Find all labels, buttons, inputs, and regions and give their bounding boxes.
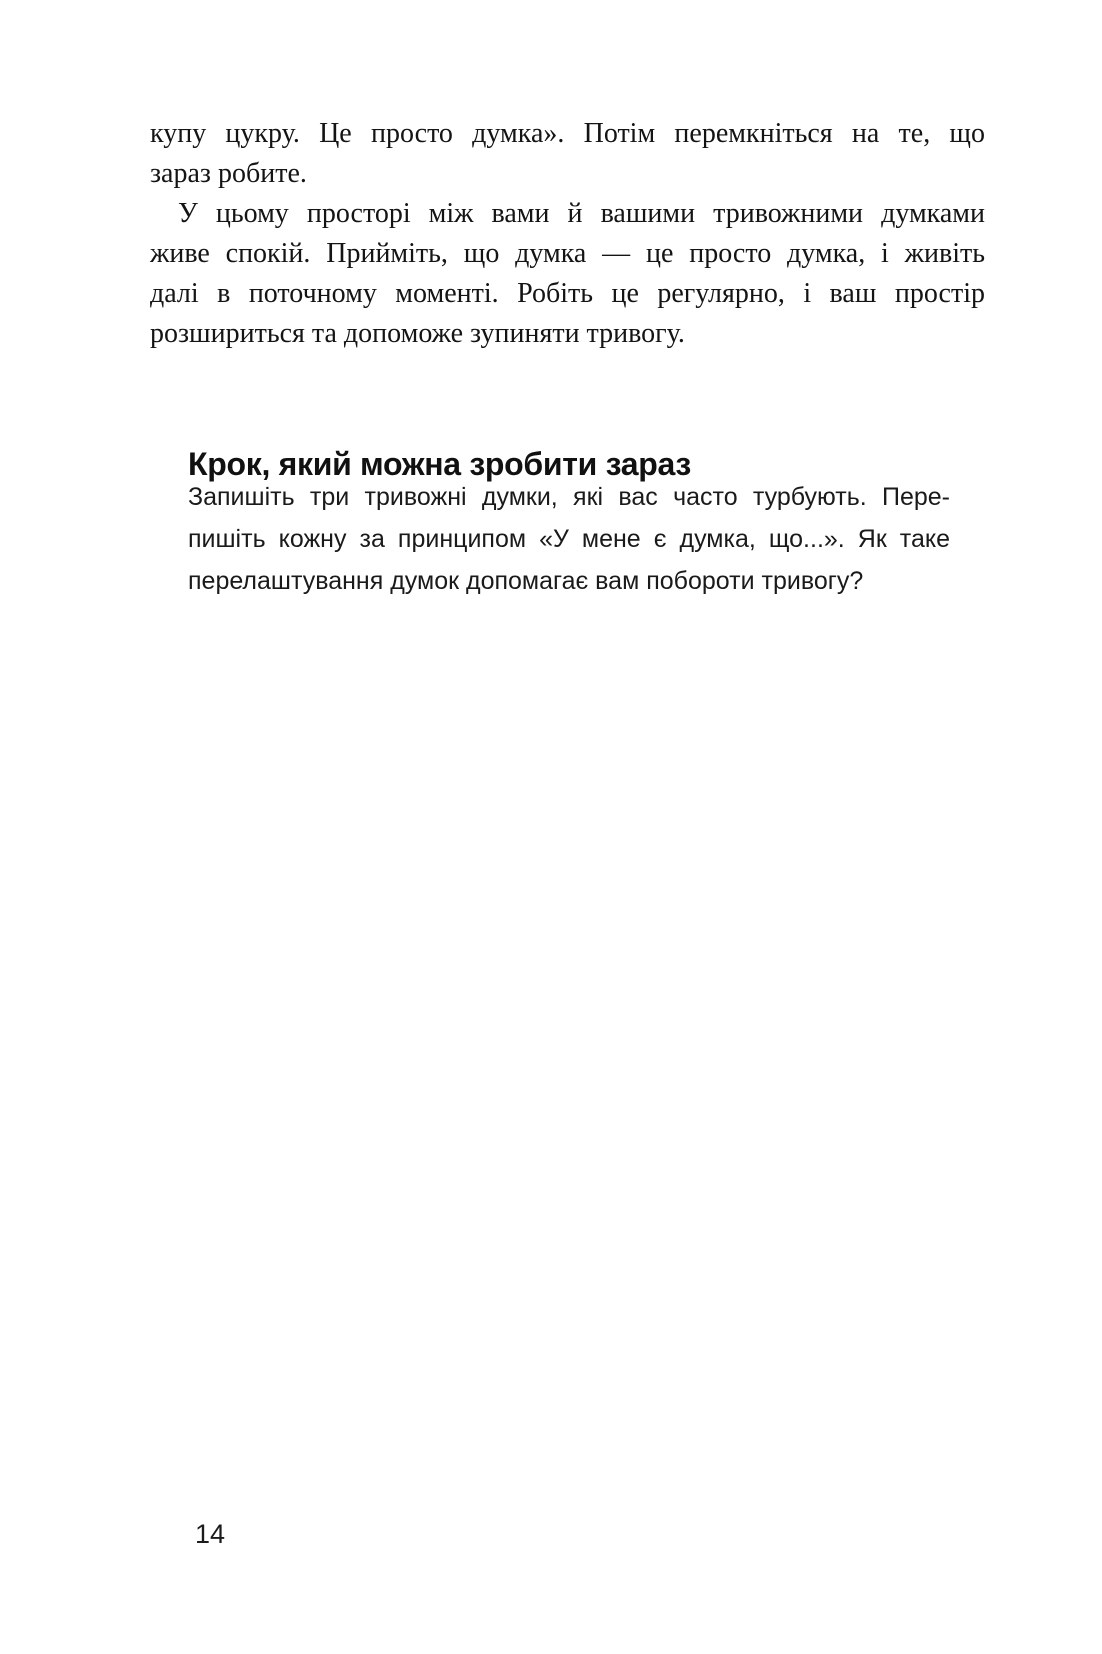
exercise-line: Запишіть три тривожні думки, які вас часто турбують. Пере- [188, 483, 950, 511]
body-line: зараз робите. [150, 158, 307, 189]
exercise-line: пишіть кожну за принципом «У мене є думка, що...». Як таке [188, 525, 950, 553]
body-line: далі в поточному моменті. Робіть це регулярно, і ваш простір [150, 278, 985, 309]
body-line: розшириться та допоможе зупиняти тривогу. [150, 318, 685, 349]
exercise-line: перелаштування думок допомагає вам побороти тривогу? [188, 567, 864, 595]
section-heading: Крок, який можна зробити зараз [188, 445, 692, 482]
page-number: 14 [195, 1519, 226, 1549]
body-text [150, 114, 985, 354]
body-line: У цьому просторі між вами й вашими тривожними думками [178, 198, 985, 229]
body-paragraph [150, 194, 985, 354]
body-line: купу цукру. Це просто думка». Потім перемкніться на те, що [150, 118, 985, 149]
body-paragraph [150, 114, 985, 194]
body-line: живе спокій. Прийміть, що думка — це просто думка, і живіть [150, 238, 985, 269]
exercise-paragraph [188, 476, 950, 602]
